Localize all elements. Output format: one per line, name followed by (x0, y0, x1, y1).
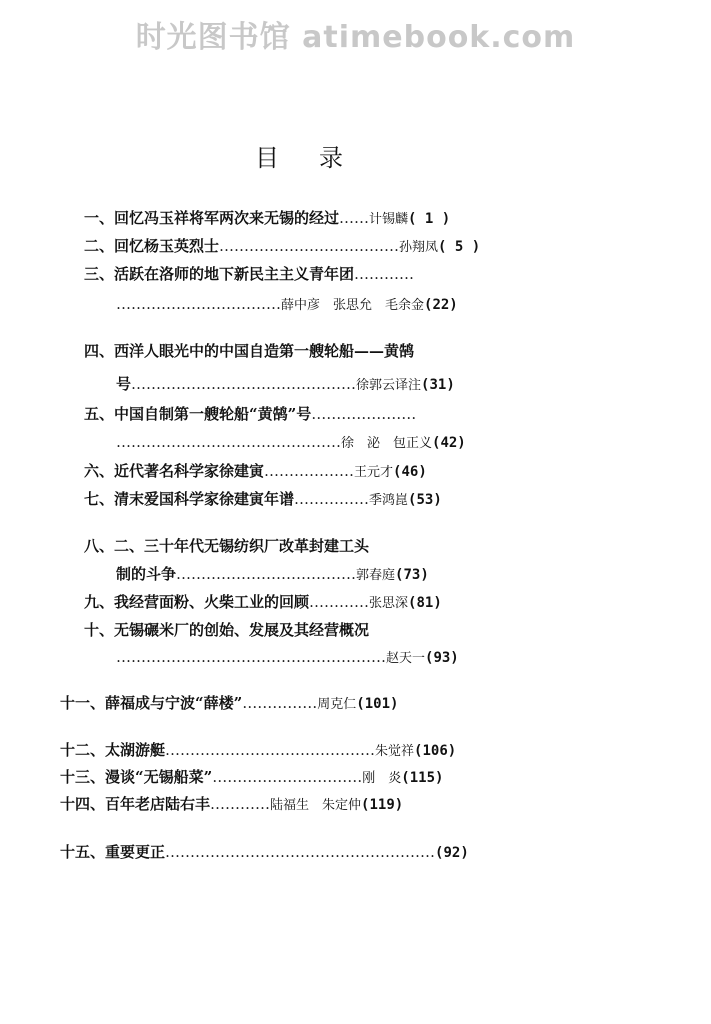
entry-page: (101) (356, 696, 399, 712)
entry-author: 孙翔凤 (399, 240, 439, 255)
entry-title: 重要更正 (105, 843, 166, 861)
toc-entry (60, 840, 469, 864)
entry-page: ( 1 ) (408, 211, 451, 227)
leader-dots: ……………………………… (219, 237, 400, 255)
entry-author: 徐郭云译注 (356, 378, 422, 393)
entry-page: (73) (395, 567, 429, 583)
entry-page: (93) (425, 650, 459, 666)
entry-page: (119) (361, 797, 404, 813)
entry-title: 薛福成与宁波“薛楼” (105, 694, 243, 712)
entry-page: (42) (432, 435, 466, 451)
entry-author: 周克仁 (317, 697, 357, 712)
entry-page: (22) (424, 297, 458, 313)
entry-title: 回忆冯玉祥将军两次来无锡的经过 (114, 209, 340, 227)
leader-dots: ………………… (311, 405, 417, 423)
entry-author: 陆福生 朱定仲 (270, 798, 362, 813)
leader-dots: ……………………………… (176, 565, 357, 583)
leader-dots: ………… (354, 265, 415, 283)
entry-title: 回忆杨玉英烈士 (114, 237, 220, 255)
entry-title: 我经营面粉、火柴工业的回顾 (114, 593, 310, 611)
entry-page: (53) (408, 492, 442, 508)
leader-dots: …………… (294, 490, 370, 508)
leader-dots: …………………………… (116, 295, 281, 313)
entry-number: 九、 (84, 593, 115, 611)
toc-entry (84, 459, 427, 483)
toc-entry-continuation (116, 430, 466, 454)
entry-page: (31) (421, 377, 455, 393)
entry-number: 八、 (84, 537, 115, 555)
entry-author: 计锡麟 (369, 212, 409, 227)
leader-dots: …… (339, 209, 370, 227)
entry-number: 十二、 (60, 741, 106, 759)
entry-title: 清末爱国科学家徐建寅年谱 (114, 490, 295, 508)
entry-title: 近代著名科学家徐建寅 (114, 462, 265, 480)
leader-dots: …………… (242, 694, 318, 712)
entry-number: 三、 (84, 265, 115, 283)
entry-author: 薛中彦 张思允 毛余金 (281, 298, 425, 313)
entry-author: 刚 炎 (362, 771, 402, 786)
entry-number: 六、 (84, 462, 115, 480)
toc-entry (84, 590, 442, 614)
entry-number: 十五、 (60, 843, 106, 861)
entry-author: 徐 泌 包正义 (341, 436, 433, 451)
toc-entry-continuation (116, 562, 429, 586)
toc-entry (84, 487, 442, 511)
leader-dots: ………… (210, 795, 271, 813)
toc-entry (84, 262, 414, 286)
entry-number: 四、 (84, 342, 115, 360)
entry-author: 王元才 (354, 465, 394, 480)
entry-title: 二、三十年代无锡纺织厂改革封建工头 (114, 537, 370, 555)
page-title: 目录 (255, 144, 383, 172)
leader-dots: ……………………………………… (131, 375, 357, 393)
toc-entry-continuation (116, 645, 459, 669)
leader-dots: ……………… (264, 462, 355, 480)
entry-title-continuation: 制的斗争 (116, 565, 177, 583)
toc-entry (84, 618, 369, 642)
entry-page: (115) (401, 770, 444, 786)
entry-title: 漫谈“无锡船菜” (105, 768, 213, 786)
entry-title: 西洋人眼光中的中国自造第一艘轮船——黄鹄 (114, 342, 415, 360)
leader-dots: ……………………………………………… (116, 648, 386, 666)
entry-title: 太湖游艇 (105, 741, 166, 759)
entry-title: 活跃在洛师的地下新民主主义青年团 (114, 265, 355, 283)
toc-entry (84, 534, 369, 558)
entry-number: 一、 (84, 209, 115, 227)
leader-dots: ……………………………………………… (165, 843, 436, 861)
entry-number: 七、 (84, 490, 115, 508)
toc-entry (84, 206, 450, 230)
entry-number: 十三、 (60, 768, 106, 786)
entry-title: 无锡碾米厂的创始、发展及其经营概况 (114, 621, 370, 639)
entry-number: 二、 (84, 237, 115, 255)
toc-entry (84, 402, 416, 426)
entry-author: 张思深 (369, 596, 409, 611)
leader-dots: ………… (309, 593, 370, 611)
entry-page: (46) (393, 464, 427, 480)
entry-author: 季鸿崑 (369, 493, 409, 508)
watermark: 时光图书馆 atimebook.com (135, 20, 576, 55)
toc-entry-continuation (116, 372, 455, 396)
toc-entry (60, 765, 443, 789)
leader-dots: ………………………… (212, 768, 363, 786)
entry-title: 百年老店陆右丰 (105, 795, 211, 813)
entry-author: 朱觉祥 (375, 744, 415, 759)
toc-entry-continuation (116, 292, 458, 316)
entry-page: ( 5 ) (438, 239, 481, 255)
entry-number: 十一、 (60, 694, 106, 712)
entry-number: 十四、 (60, 795, 106, 813)
leader-dots: ……………………………………… (116, 433, 341, 451)
entry-author: 赵天一 (386, 651, 426, 666)
toc-entry (60, 691, 398, 715)
entry-number: 十、 (84, 621, 115, 639)
entry-author: 郭春庭 (356, 568, 396, 583)
entry-number: 五、 (84, 405, 115, 423)
entry-page: (81) (408, 595, 442, 611)
entry-page: (106) (414, 743, 457, 759)
toc-entry (60, 792, 403, 816)
leader-dots: …………………………………… (165, 741, 376, 759)
entry-title: 中国自制第一艘轮船“黄鹄”号 (114, 405, 312, 423)
entry-title-continuation: 号 (116, 375, 132, 393)
toc-entry (60, 738, 456, 762)
toc-entry (84, 234, 480, 258)
toc-entry (84, 339, 414, 363)
entry-page: (92) (435, 845, 469, 861)
